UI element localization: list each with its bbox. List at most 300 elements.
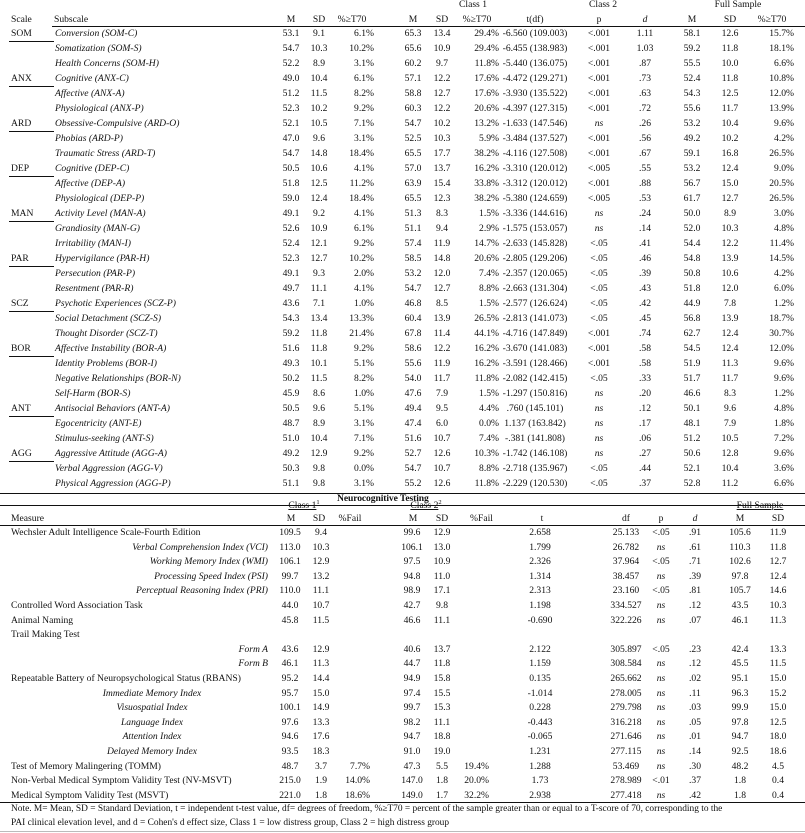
cell-p1: 0.0%: [354, 463, 374, 474]
cell-p: <.001: [587, 178, 611, 189]
cell-sd1: 9.6: [313, 403, 325, 414]
neuro-table-row: [0, 526, 805, 540]
measure-label: Repeatable Battery of Neuropsychological Status (RBANS): [11, 673, 241, 684]
cell-m1: 50.3: [282, 463, 300, 474]
cell-m2: 99.7: [403, 702, 421, 714]
cell-p: ns: [656, 658, 666, 670]
cell-p: <.01: [652, 775, 670, 787]
pai-table-row: [0, 462, 805, 476]
neuro-table-row: [0, 730, 805, 744]
neuro-table-row: [0, 701, 805, 715]
cell-p: ns: [594, 403, 604, 414]
cell-t: 1.799: [529, 541, 551, 553]
subscale-label: Social Detachment (SCZ-S): [55, 313, 162, 324]
cell-t: -1.297 (150.816): [502, 388, 568, 399]
cell-sdf: 8.9: [724, 208, 736, 219]
cell-d: .41: [639, 238, 651, 249]
cell-p1: 13.3%: [349, 313, 374, 324]
cell-sd1: 10.5: [310, 118, 328, 129]
cell-sd2: 13.7: [433, 163, 451, 174]
cell-sdf: 10.5: [721, 433, 739, 444]
cell-m2: 58.6: [404, 343, 422, 354]
subscale-label: Antisocial Behaviors (ANT-A): [55, 403, 170, 414]
cell-p2: 11.8%: [474, 373, 499, 384]
pai-table-row: [0, 477, 805, 491]
cell-mf: 52.1: [683, 463, 701, 474]
neuro-full-sample-header: Full Sample: [736, 500, 784, 511]
cell-m2: 42.7: [403, 600, 421, 611]
cell-sd2: 12.2: [433, 343, 451, 354]
cell-df: 322.226: [610, 614, 642, 626]
measure-label: Wechsler Adult Intelligence Scale-Fourth Edition: [11, 527, 201, 538]
cell-df: 278.005: [610, 687, 642, 699]
cell-sd1: 12.1: [310, 238, 328, 249]
cell-p: <.001: [587, 343, 611, 354]
cell-p: ns: [594, 418, 604, 429]
cell-df: 279.798: [610, 702, 642, 714]
cell-p1: 6.1%: [354, 73, 374, 84]
cell-t: -4.397 (127.315): [502, 103, 568, 114]
cell-sd2: 11.0: [433, 570, 451, 582]
cell-d: .14: [689, 746, 701, 757]
cell-pf: 9.6%: [774, 358, 794, 369]
cell-t: -3.312 (120.012): [502, 178, 568, 189]
cell-p: <.05: [590, 298, 608, 309]
cell-mf: 54.8: [683, 253, 701, 264]
neuro-t-header: t: [540, 513, 544, 524]
cell-mf: 55.5: [683, 58, 701, 69]
neuro-class2-label: Class 2: [410, 500, 439, 511]
cell-d: .03: [689, 702, 701, 714]
cell-sd1: 12.9: [312, 643, 330, 655]
cell-sdf: 11.5: [769, 658, 787, 670]
cell-d: .33: [639, 373, 651, 384]
subscale-label: Traumatic Stress (ARD-T): [55, 148, 156, 159]
cell-d: .37: [639, 478, 651, 489]
neuro-table-row: [0, 672, 805, 686]
cell-m1: 46.1: [281, 658, 299, 670]
neuro-m1-header: M: [286, 513, 296, 524]
cell-sdf: 12.4: [721, 163, 739, 174]
cell-m1: 52.6: [282, 223, 300, 234]
cell-t: -2.577 (126.624): [502, 298, 568, 309]
cell-sd2: 17.7: [433, 148, 451, 159]
cell-m1: 52.3: [282, 253, 300, 264]
cell-f2: 32.2%: [464, 789, 489, 801]
cell-sdf: 12.4: [721, 328, 739, 339]
cell-d: .39: [639, 268, 651, 279]
cell-m2: 98.2: [403, 716, 421, 728]
cell-d: .56: [639, 133, 651, 144]
measure-label: Attention Index: [122, 731, 182, 743]
cell-m2: 94.7: [403, 731, 421, 743]
cell-p: <.05: [590, 463, 608, 474]
cell-m1: 110.0: [279, 585, 301, 597]
measure-label: Animal Naming: [11, 614, 74, 626]
measure-label: Non-Verbal Medical Symptom Validity Test (NV-MSVT): [11, 775, 232, 787]
neuro-df-header: df: [622, 513, 630, 524]
cell-sd2: 10.7: [433, 433, 451, 444]
cell-sdf: 15.0: [769, 702, 787, 714]
cell-m1: 50.5: [282, 403, 300, 414]
cell-p2: 44.1%: [474, 328, 499, 339]
cell-sd2: 11.8: [433, 658, 451, 670]
cell-p2: 11.8%: [474, 478, 499, 489]
cell-d: .39: [689, 570, 701, 582]
cell-sd2: 9.5: [436, 403, 448, 414]
scale-label: SCZ: [11, 298, 29, 309]
cell-sd1: 10.2: [310, 103, 328, 114]
cell-sdf: 15.2: [769, 687, 787, 699]
cell-m1: 49.1: [282, 208, 300, 219]
cell-sd1: 10.3: [310, 43, 328, 54]
cell-df: 25.133: [612, 527, 640, 538]
cell-p: <.05: [590, 313, 608, 324]
cell-m1: 52.3: [282, 103, 300, 114]
cell-p: ns: [594, 388, 604, 399]
cell-sdf: 10.2: [721, 133, 739, 144]
cell-m1: 51.6: [282, 343, 300, 354]
cell-p: ns: [656, 614, 666, 626]
cell-sd2: 10.3: [433, 133, 451, 144]
cell-sd2: 1.8: [436, 775, 448, 787]
cell-df: 277.418: [610, 789, 642, 801]
cell-p: ns: [594, 208, 604, 219]
cell-sd1: 17.6: [312, 731, 330, 743]
cell-t: 1.314: [529, 570, 551, 582]
cell-pf: 12.0%: [769, 343, 794, 354]
pai-table-row: [0, 147, 805, 161]
pai-table-row: [0, 102, 805, 116]
cell-sd2: 8.3: [436, 208, 448, 219]
cell-sd2: 12.6: [433, 478, 451, 489]
cell-p2: 16.2%: [474, 343, 499, 354]
cell-t: -6.560 (109.003): [502, 28, 568, 39]
cell-mf: 52.4: [683, 73, 701, 84]
pai-full-sample-header: Full Sample: [714, 0, 762, 10]
cell-d: .44: [639, 463, 651, 474]
cell-sd2: 10.2: [433, 118, 451, 129]
cell-sdf: 13.9: [721, 313, 739, 324]
scale-label: ANX: [11, 73, 32, 84]
cell-f2: 19.4%: [464, 760, 489, 772]
cell-mf: 94.7: [731, 731, 749, 743]
subscale-label: Obsessive-Compulsive (ARD-O): [55, 118, 180, 129]
cell-sd2: 11.9: [433, 358, 451, 369]
pai-sd1-header: SD: [312, 14, 326, 25]
cell-sd1: 1.9: [315, 775, 327, 787]
cell-m1: 54.7: [282, 148, 300, 159]
neuro-table-row: [0, 541, 805, 555]
cell-p: ns: [594, 433, 604, 444]
cell-p2: 14.7%: [474, 238, 499, 249]
cell-m2: 54.7: [404, 118, 422, 129]
cell-m2: 44.7: [403, 658, 421, 670]
pai-table-row: [0, 237, 805, 251]
cell-m2: 52.7: [404, 448, 422, 459]
neuro-table-row: [0, 789, 805, 803]
cell-mf: 51.7: [683, 373, 701, 384]
cell-p: ns: [656, 746, 666, 757]
cell-mf: 56.7: [683, 178, 701, 189]
cell-mf: 50.6: [683, 448, 701, 459]
table-note-line1: Note. M= Mean, SD = Standard Deviation, t = independent t-test value, df= degrees of freedom, %≥T70 = percent of the sample greater than or equal to a T-score of 70, corresponding to the: [11, 804, 723, 814]
neuro-m2-header: M: [408, 513, 418, 524]
cell-p: <.001: [587, 73, 611, 84]
cell-p2: 16.2%: [474, 163, 499, 174]
cell-t: -.381 (141.808): [505, 433, 565, 444]
cell-m1: 94.6: [281, 731, 299, 743]
cell-p2: 1.5%: [479, 208, 499, 219]
cell-m1: 51.0: [282, 433, 300, 444]
cell-sd2: 17.1: [433, 585, 451, 597]
measure-label: Medical Symptom Validity Test (MSVT): [11, 789, 169, 801]
cell-sdf: 12.4: [721, 343, 739, 354]
cell-sdf: 0.4: [772, 775, 784, 787]
cell-sdf: 11.3: [769, 614, 787, 626]
cell-p: <.05: [590, 268, 608, 279]
cell-df: 53.469: [612, 760, 640, 772]
cell-p: <.05: [590, 253, 608, 264]
cell-d: .06: [639, 433, 651, 444]
cell-sd1: 9.4: [315, 527, 327, 538]
cell-sd1: 11.1: [310, 283, 328, 294]
cell-m2: 57.1: [404, 73, 422, 84]
neuro-class2-header: [396, 499, 456, 513]
cell-p2: 11.8%: [474, 58, 499, 69]
pai-table-row: [0, 132, 805, 146]
cell-p: <.005: [587, 163, 611, 174]
cell-sd1: 12.9: [310, 448, 328, 459]
cell-p: <.001: [587, 88, 611, 99]
cell-d: .01: [689, 731, 701, 743]
cell-sd1: 9.6: [313, 133, 325, 144]
cell-m2: 46.8: [404, 298, 422, 309]
scale-label: ARD: [11, 118, 32, 129]
cell-mf: 50.8: [683, 268, 701, 279]
cell-t: 1.198: [529, 600, 551, 611]
cell-p: ns: [656, 600, 666, 611]
cell-df: 26.782: [612, 541, 640, 553]
pai-pct1-header: %≥T70: [337, 14, 367, 25]
cell-sdf: 11.2: [721, 478, 739, 489]
cell-mf: 105.6: [729, 527, 751, 538]
subscale-label: Phobias (ARD-P): [55, 133, 123, 144]
cell-m1: 99.7: [281, 570, 299, 582]
measure-label: Delayed Memory Index: [106, 746, 198, 757]
measure-label: Immediate Memory Index: [102, 687, 202, 699]
cell-t: -0.690: [527, 614, 553, 626]
cell-sd2: 15.8: [433, 673, 451, 684]
subscale-label: Affective Instability (BOR-A): [55, 343, 167, 354]
pai-table-row: [0, 222, 805, 236]
cell-m1: 221.0: [279, 789, 301, 801]
cell-sd1: 12.7: [310, 253, 328, 264]
subscale-label: Cognitive (ANX-C): [55, 73, 129, 84]
neuro-sdf-header: SD: [771, 513, 785, 524]
cell-d: .12: [639, 403, 651, 414]
cell-f1: 7.7%: [350, 760, 370, 772]
cell-p2: 20.6%: [474, 103, 499, 114]
cell-sdf: 13.9: [721, 253, 739, 264]
cell-d: .61: [689, 541, 701, 553]
cell-m1: 50.2: [282, 373, 300, 384]
cell-sd1: 10.3: [312, 541, 330, 553]
cell-mf: 54.4: [683, 238, 701, 249]
neuro-d-header: d: [692, 513, 698, 524]
pai-table-row: [0, 42, 805, 56]
cell-df: 277.115: [610, 746, 642, 757]
cell-pf: 1.2%: [774, 388, 794, 399]
cell-p: ns: [656, 687, 666, 699]
cell-sd2: 5.5: [436, 760, 448, 772]
cell-mf: 51.8: [683, 283, 701, 294]
cell-m2: 60.4: [404, 313, 422, 324]
cell-mf: 44.9: [683, 298, 701, 309]
cell-sdf: 12.8: [721, 448, 739, 459]
cell-pf: 1.8%: [774, 418, 794, 429]
cell-d: .05: [689, 716, 701, 728]
cell-sdf: 12.5: [721, 88, 739, 99]
cell-sd1: 11.8: [310, 328, 328, 339]
neuro-table-row: [0, 760, 805, 774]
cell-df: 271.646: [610, 731, 642, 743]
cell-m2: 58.8: [404, 88, 422, 99]
neuro-sd1-header: SD: [312, 513, 326, 524]
cell-t: -2.229 (120.530): [502, 478, 568, 489]
cell-mf: 50.1: [683, 403, 701, 414]
cell-p1: 3.1%: [354, 478, 374, 489]
cell-m1: 53.1: [282, 28, 300, 39]
cell-t: -2.082 (142.415): [502, 373, 568, 384]
cell-t: 2.658: [529, 527, 551, 538]
subscale-label: Somatization (SOM-S): [55, 43, 142, 54]
cell-d: .26: [639, 118, 651, 129]
cell-p: ns: [656, 673, 666, 684]
cell-sd2: 13.9: [433, 313, 451, 324]
cell-df: 265.662: [610, 673, 642, 684]
cell-p2: 1.5%: [479, 388, 499, 399]
cell-mf: 99.9: [731, 702, 749, 714]
cell-sdf: 10.4: [721, 118, 739, 129]
cell-sdf: 7.9: [724, 418, 736, 429]
cell-sd1: 9.8: [313, 478, 325, 489]
cell-sd1: 1.8: [315, 789, 327, 801]
cell-mf: 45.5: [731, 658, 749, 670]
neuro-table-row: [0, 657, 805, 671]
cell-p2: 5.9%: [479, 133, 499, 144]
cell-sd2: 15.3: [433, 702, 451, 714]
cell-t: 1.73: [531, 775, 549, 787]
subscale-label: Cognitive (DEP-C): [55, 163, 130, 174]
cell-sdf: 15.0: [769, 673, 787, 684]
cell-m2: 51.1: [404, 223, 422, 234]
subscale-label: Physiological (ANX-P): [55, 103, 144, 114]
subscale-label: Negative Relationships (BOR-N): [55, 373, 181, 384]
scale-label: BOR: [11, 343, 31, 354]
cell-d: .24: [639, 208, 651, 219]
cell-t: -2.718 (135.967): [502, 463, 568, 474]
neuro-class2-sup: 2: [438, 499, 442, 506]
cell-sd1: 10.6: [310, 163, 328, 174]
cell-m1: 47.0: [282, 133, 300, 144]
cell-sd1: 8.9: [313, 58, 325, 69]
cell-sd1: 9.3: [313, 268, 325, 279]
cell-t: -3.310 (120.012): [502, 163, 568, 174]
pai-p-header: p: [596, 14, 602, 25]
cell-d: .67: [639, 148, 651, 159]
cell-d: .42: [639, 298, 651, 309]
neuro-fail1-header: %Fail: [338, 513, 362, 524]
cell-d: .55: [639, 163, 651, 174]
subscale-label: Physiological (DEP-P): [55, 193, 145, 204]
cell-pf: 4.2%: [774, 133, 794, 144]
cell-p1: 11.2%: [349, 178, 374, 189]
cell-mf: 53.2: [683, 118, 701, 129]
cell-d: .63: [639, 88, 651, 99]
cell-sdf: 4.5: [772, 760, 784, 772]
cell-p2: 33.8%: [474, 178, 499, 189]
cell-m2: 54.7: [404, 283, 422, 294]
cell-m2: 67.8: [404, 328, 422, 339]
cell-sdf: 18.6: [769, 746, 787, 757]
cell-mf: 51.9: [683, 358, 701, 369]
cell-sd1: 9.1: [313, 28, 325, 39]
cell-m1: 44.0: [281, 600, 299, 611]
cell-p2: 17.6%: [474, 73, 499, 84]
cell-pf: 1.2%: [774, 298, 794, 309]
pai-table-row: [0, 162, 805, 176]
cell-sd1: 10.1: [310, 358, 328, 369]
cell-m2: 54.7: [404, 463, 422, 474]
cell-pf: 7.2%: [774, 433, 794, 444]
neuro-class1-label: Class 1: [288, 500, 317, 511]
cell-sd2: 12.7: [433, 283, 451, 294]
cell-p: ns: [656, 570, 666, 582]
cell-sd1: 11.5: [310, 88, 328, 99]
cell-sd2: 12.6: [433, 448, 451, 459]
cell-d: .91: [689, 527, 701, 538]
cell-sd1: 13.2: [312, 570, 330, 582]
cell-m2: 97.5: [403, 556, 421, 568]
cell-sd1: 12.5: [310, 178, 328, 189]
cell-t: 2.313: [529, 585, 551, 597]
cell-sd2: 9.4: [436, 223, 448, 234]
neuro-table-row: [0, 628, 805, 642]
cell-t: -3.591 (128.466): [502, 358, 568, 369]
cell-sdf: 8.3: [724, 388, 736, 399]
scale-label: SOM: [11, 28, 32, 39]
measure-label: Working Memory Index (WMI): [149, 556, 268, 568]
pai-subscale-header: Subscale: [54, 14, 89, 25]
subscale-label: Irritability (MAN-I): [55, 238, 131, 249]
neuro-section-title: Neurocognitive Testing: [337, 493, 429, 504]
cell-m2: 65.3: [404, 28, 422, 39]
cell-sdf: 11.7: [721, 373, 739, 384]
scale-label: AGG: [11, 448, 32, 459]
cell-d: .14: [639, 223, 651, 234]
cell-m2: 57.0: [404, 163, 422, 174]
cell-sd1: 8.6: [313, 388, 325, 399]
cell-p2: 2.9%: [479, 223, 499, 234]
cell-p: ns: [656, 731, 666, 743]
pai-pctf-header: %≥T70: [757, 14, 787, 25]
subscale-label: Activity Level (MAN-A): [55, 208, 146, 219]
cell-sd1: 14.9: [312, 702, 330, 714]
cell-sdf: 12.6: [721, 28, 739, 39]
cell-pf: 11.4%: [769, 238, 794, 249]
pai-table-row: [0, 357, 805, 371]
